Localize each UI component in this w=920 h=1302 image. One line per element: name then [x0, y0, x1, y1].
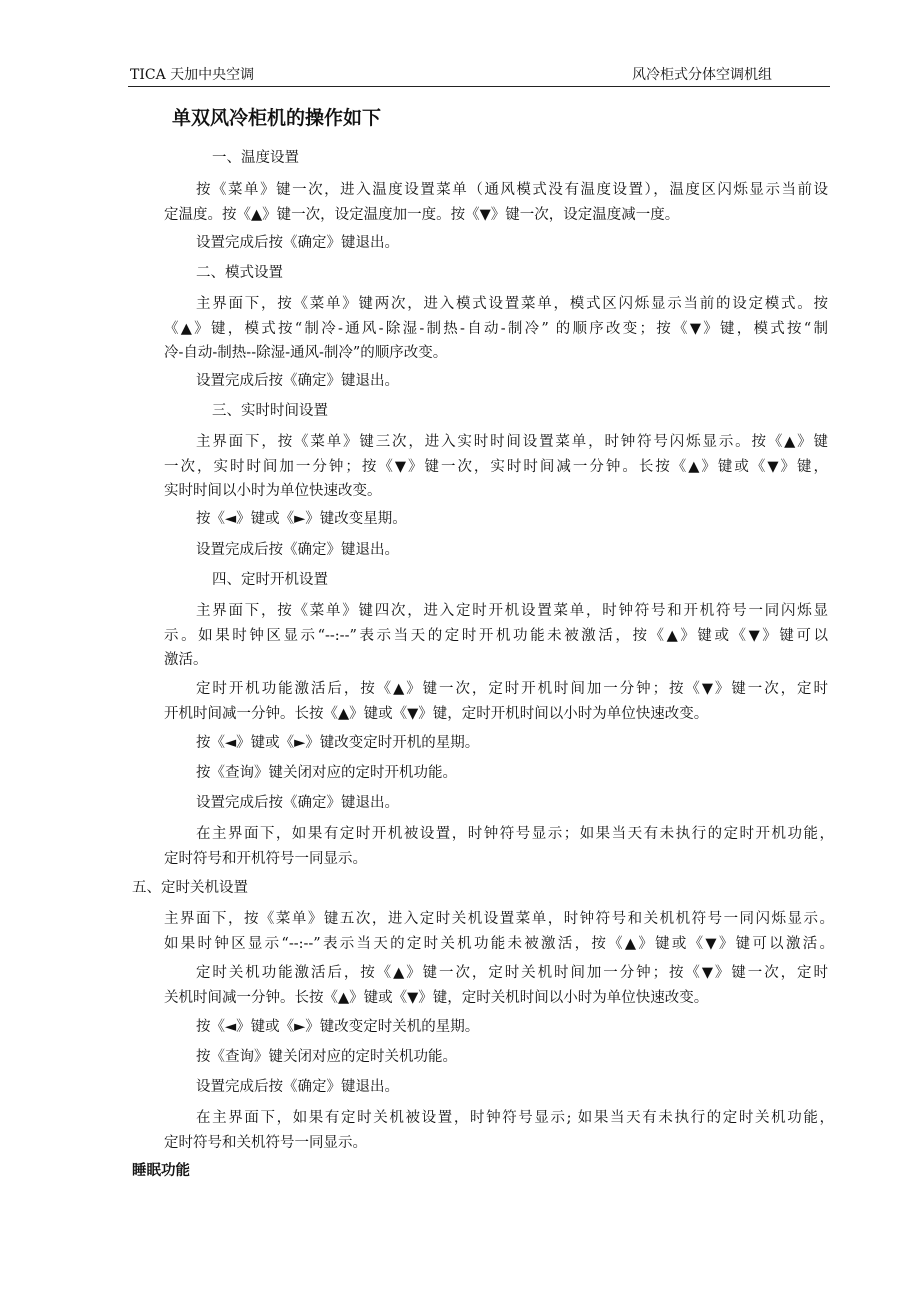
- paragraph-exit: 设置完成后按《确定》键退出。: [196, 373, 399, 389]
- paragraph-mode: [164, 292, 828, 366]
- paragraph-timer-off-activated: [164, 961, 828, 1010]
- paragraph-line: 定时开机功能激活后，按《▲》键一次，定时开机时间加一分钟；按《▼》键一次，定时: [196, 681, 828, 697]
- paragraph-exit: 设置完成后按《确定》键退出。: [196, 235, 399, 251]
- paragraph-line: 定时关机功能激活后，按《▲》键一次，定时关机时间加一分钟；按《▼》键一次，定时: [196, 965, 828, 981]
- paragraph-line: 主界面下，按《菜单》键五次，进入定时关机设置菜单，时钟符号和关机机符号一同闪烁显示。: [164, 911, 834, 927]
- paragraph-exit: 设置完成后按《确定》键退出。: [196, 542, 399, 558]
- paragraph-timer-on: [164, 599, 828, 673]
- paragraph-line: 主界面下，按《菜单》键两次，进入模式设置菜单，模式区闪烁显示当前的设定模式。按: [196, 296, 828, 312]
- section-heading-realtime: 三、实时时间设置: [212, 403, 328, 419]
- paragraph-line: 定时符号和开机符号一同显示。: [164, 850, 367, 867]
- section-heading-mode: 二、模式设置: [196, 265, 283, 281]
- paragraph-weekday: 按《◄》键或《►》键改变星期。: [196, 511, 407, 527]
- paragraph-line: 主界面下，按《菜单》键四次，进入定时开机设置菜单，时钟符号和开机符号一同闪烁显: [196, 603, 828, 619]
- paragraph-line: 一次，实时时间加一分钟；按《▼》键一次，实时时间减一分钟。长按《▲》键或《▼》键，: [164, 458, 828, 475]
- paragraph-temperature: [164, 178, 828, 227]
- paragraph-timer-off-query: 按《查询》键关闭对应的定时关机功能。: [196, 1049, 457, 1065]
- paragraph-line: 在主界面下，如果有定时关机被设置，时钟符号显示; 如果当天有未执行的定时关机功能，: [196, 1110, 834, 1126]
- paragraph-realtime: [164, 430, 828, 504]
- paragraph-line: 定温度。按《▲》键一次，设定温度加一度。按《▼》键一次，设定温度减一度。: [164, 206, 680, 223]
- paragraph-line: 实时时间以小时为单位快速改变。: [164, 483, 382, 499]
- paragraph-timer-off-weekday: 按《◄》键或《►》键改变定时关机的星期。: [196, 1019, 480, 1035]
- paragraph-line: 冷-自动-制热--除湿-通风-制冷”的顺序改变。: [164, 345, 448, 361]
- paragraph-timer-on-query: 按《查询》键关闭对应的定时开机功能。: [196, 765, 457, 781]
- paragraph-line: 关机时间减一分钟。长按《▲》键或《▼》键，定时关机时间以小时为单位快速改变。: [164, 989, 709, 1006]
- section-heading-timer-off: 五、定时关机设置: [132, 880, 248, 896]
- paragraph-timer-off-display: [164, 1106, 834, 1155]
- paragraph-line: 按《菜单》键一次，进入温度设置菜单（通风模式没有温度设置），温度区闪烁显示当前设: [196, 182, 828, 198]
- paragraph-line: 定时符号和关机符号一同显示。: [164, 1134, 367, 1151]
- paragraph-line: 主界面下，按《菜单》键三次，进入实时时间设置菜单，时钟符号闪烁显示。按《▲》键: [196, 434, 828, 450]
- paragraph-line: 《▲》键，模式按“制冷-通风-除湿-制热-自动-制冷” 的顺序改变；按《▼》键，模式按“制: [164, 320, 828, 337]
- paragraph-timer-off: [164, 907, 834, 956]
- paragraph-timer-on-weekday: 按《◄》键或《►》键改变定时开机的星期。: [196, 735, 480, 751]
- paragraph-timer-on-activated: [164, 677, 828, 726]
- header-divider: [128, 86, 830, 87]
- paragraph-exit: 设置完成后按《确定》键退出。: [196, 1079, 399, 1095]
- header-left-brand: TICA 天加中央空调: [130, 67, 255, 83]
- paragraph-timer-on-display: [164, 822, 834, 871]
- paragraph-line: 如果时钟区显示“--:--”表示当天的定时关机功能未被激活，按《▲》键或《▼》键可以激活。: [164, 935, 834, 952]
- section-heading-temperature: 一、温度设置: [212, 150, 299, 166]
- page-title: 单双风冷柜机的操作如下: [172, 107, 382, 129]
- header-right-title: 风冷柜式分体空调机组: [632, 67, 772, 83]
- paragraph-line: 激活。: [164, 652, 208, 668]
- paragraph-line: 示。如果时钟区显示“--:--”表示当天的定时开机功能未被激活，按《▲》键或《▼》键可以: [164, 627, 828, 644]
- paragraph-exit: 设置完成后按《确定》键退出。: [196, 795, 399, 811]
- section-heading-sleep: 睡眠功能: [132, 1163, 190, 1179]
- section-heading-timer-on: 四、定时开机设置: [212, 572, 328, 588]
- paragraph-line: 在主界面下，如果有定时开机被设置，时钟符号显示；如果当天有未执行的定时开机功能，: [196, 826, 834, 842]
- paragraph-line: 开机时间减一分钟。长按《▲》键或《▼》键，定时开机时间以小时为单位快速改变。: [164, 705, 709, 722]
